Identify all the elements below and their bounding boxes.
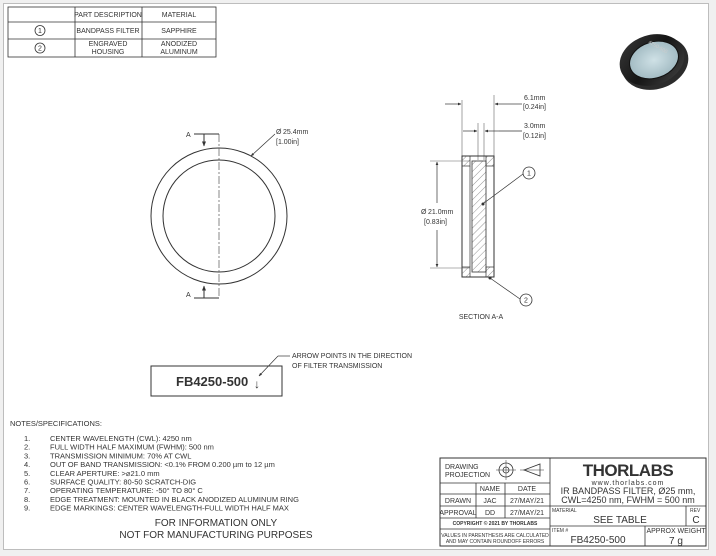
material-value: SEE TABLE bbox=[593, 515, 647, 526]
callout-1 bbox=[523, 167, 535, 179]
front-view bbox=[151, 129, 308, 299]
note-number: 3. bbox=[24, 451, 31, 461]
notes-list bbox=[24, 434, 299, 513]
drawing-projection-line2: PROJECTION bbox=[445, 472, 491, 479]
bom-item-2-number: 2 bbox=[38, 45, 42, 53]
note-text: OPERATING TEMPERATURE: -50° TO 80° C bbox=[50, 486, 203, 496]
approval-date: 27/MAY/21 bbox=[509, 510, 545, 517]
diameter-symbol: Ø bbox=[276, 129, 282, 136]
front-diameter-mm: 25.4mm bbox=[283, 129, 309, 136]
aperture-symbol: Ø bbox=[421, 209, 427, 216]
thickness-filter-mm: 3.0mm bbox=[524, 123, 546, 130]
projection-symbol-icon bbox=[496, 460, 544, 480]
rev-label: REV bbox=[690, 508, 701, 514]
drawn-date: 27/MAY/21 bbox=[509, 498, 545, 505]
bom-item-2-material-line2: ALUMINUM bbox=[160, 49, 198, 56]
engraving-text: FB4250-500 bbox=[176, 374, 249, 389]
bom-header-material: MATERIAL bbox=[161, 12, 197, 19]
section-mark-top: A bbox=[186, 132, 191, 139]
footer-info-only: FOR INFORMATION ONLY bbox=[154, 518, 278, 529]
bom-header-description: PART DESCRIPTION bbox=[74, 12, 142, 19]
bom-item-2-description-line1: ENGRAVED bbox=[88, 41, 128, 48]
section-view bbox=[421, 95, 546, 321]
note-text: SURFACE QUALITY: 80-50 SCRATCH-DIG bbox=[50, 477, 197, 487]
bom-table bbox=[8, 7, 216, 57]
front-diameter-in: [1.00in] bbox=[276, 139, 299, 146]
note-text: CENTER WAVELENGTH (CWL): 4250 nm bbox=[50, 434, 192, 443]
bom-item-1-balloon bbox=[35, 26, 45, 36]
thorlabs-website: www.thorlabs.com bbox=[591, 480, 665, 487]
item-label: ITEM # bbox=[552, 528, 569, 534]
thorlabs-logo: THORLABS bbox=[582, 461, 674, 480]
part-description-line2: CWL=4250 nm, FWHM = 500 nm bbox=[561, 495, 695, 505]
note-number: 6. bbox=[24, 477, 31, 487]
rev-value: C bbox=[692, 515, 700, 526]
notes-block bbox=[10, 419, 313, 541]
disclaimer-line2: AND MAY CONTAIN ROUNDOFF ERRORS bbox=[445, 539, 545, 545]
note-text: EDGE MARKINGS: CENTER WAVELENGTH-FULL WIDTH HALF MAX bbox=[50, 503, 289, 513]
filter-section bbox=[472, 161, 486, 272]
bom-item-2-balloon bbox=[35, 43, 45, 53]
bom-item-1-material: SAPPHIRE bbox=[161, 28, 197, 35]
bom-item-2-material-line1: ANODIZED bbox=[160, 41, 198, 48]
disclaimer-line1: VALUES IN PARENTHESIS ARE CALCULATED bbox=[441, 533, 549, 539]
note-number: 5. bbox=[24, 468, 31, 478]
callout-2 bbox=[520, 294, 532, 306]
copyright: COPYRIGHT © 2021 BY THORLABS bbox=[452, 521, 538, 527]
note-text: TRANSMISSION MINIMUM: 70% AT CWL bbox=[50, 451, 192, 461]
thickness-total-mm: 6.1mm bbox=[524, 95, 546, 102]
thickness-total-in: [0.24in] bbox=[523, 104, 546, 111]
name-column-header: NAME bbox=[479, 486, 501, 493]
note-number: 2. bbox=[24, 442, 31, 452]
footer-not-manufacturing: NOT FOR MANUFACTURING PURPOSES bbox=[119, 530, 313, 541]
section-view-label: SECTION A-A bbox=[458, 314, 504, 321]
note-text: CLEAR APERTURE: >⌀21.0 mm bbox=[50, 468, 160, 478]
engraving-note-line2: OF FILTER TRANSMISSION bbox=[292, 363, 383, 370]
note-text: EDGE TREATMENT: MOUNTED IN BLACK ANODIZED ALUMINUM RING bbox=[50, 494, 299, 504]
drawn-name: JAC bbox=[483, 498, 497, 505]
note-number: 8. bbox=[24, 494, 31, 504]
drawing-projection-line1: DRAWING bbox=[445, 464, 479, 471]
date-column-header: DATE bbox=[517, 486, 537, 493]
bom-item-2-description-line2: HOUSING bbox=[91, 49, 125, 56]
note-number: 1. bbox=[24, 434, 31, 443]
material-label: MATERIAL bbox=[552, 508, 577, 514]
note-number: 7. bbox=[24, 486, 31, 496]
drawn-label: DRAWN bbox=[444, 498, 472, 505]
section-mark-bottom: A bbox=[186, 292, 191, 299]
item-value: FB4250-500 bbox=[570, 535, 626, 546]
thickness-filter-in: [0.12in] bbox=[523, 133, 546, 140]
notes-heading: NOTES/SPECIFICATIONS: bbox=[10, 419, 102, 428]
note-number: 4. bbox=[24, 460, 31, 470]
approval-label: APPROVAL bbox=[439, 510, 477, 517]
note-number: 9. bbox=[24, 503, 31, 513]
product-photo bbox=[613, 26, 695, 98]
approval-name: DD bbox=[484, 510, 496, 517]
title-block bbox=[439, 458, 706, 547]
bom-item-1-description: BANDPASS FILTER bbox=[76, 28, 140, 35]
note-text: FULL WIDTH HALF MAXIMUM (FWHM): 500 nm bbox=[50, 442, 214, 452]
aperture-in: [0.83in] bbox=[424, 219, 447, 226]
photo-engraving: 4250-500 bbox=[647, 39, 669, 56]
transmission-arrow-glyph: ↓ bbox=[254, 377, 260, 391]
callout-1-number: 1 bbox=[527, 170, 531, 178]
engraving-note-line1: ARROW POINTS IN THE DIRECTION bbox=[292, 353, 413, 360]
part-description-line1: IR BANDPASS FILTER, Ø25 mm, bbox=[560, 486, 696, 496]
weight-label: APPROX WEIGHT bbox=[646, 528, 706, 535]
note-text: OUT OF BAND TRANSMISSION: <0.1% FROM 0.200 µm to 12 µm bbox=[50, 460, 275, 470]
engraving-detail bbox=[151, 353, 412, 396]
callout-2-number: 2 bbox=[524, 297, 528, 305]
bom-item-1-number: 1 bbox=[38, 28, 42, 35]
aperture-mm: 21.0mm bbox=[428, 209, 454, 216]
weight-value: 7 g bbox=[669, 536, 683, 547]
